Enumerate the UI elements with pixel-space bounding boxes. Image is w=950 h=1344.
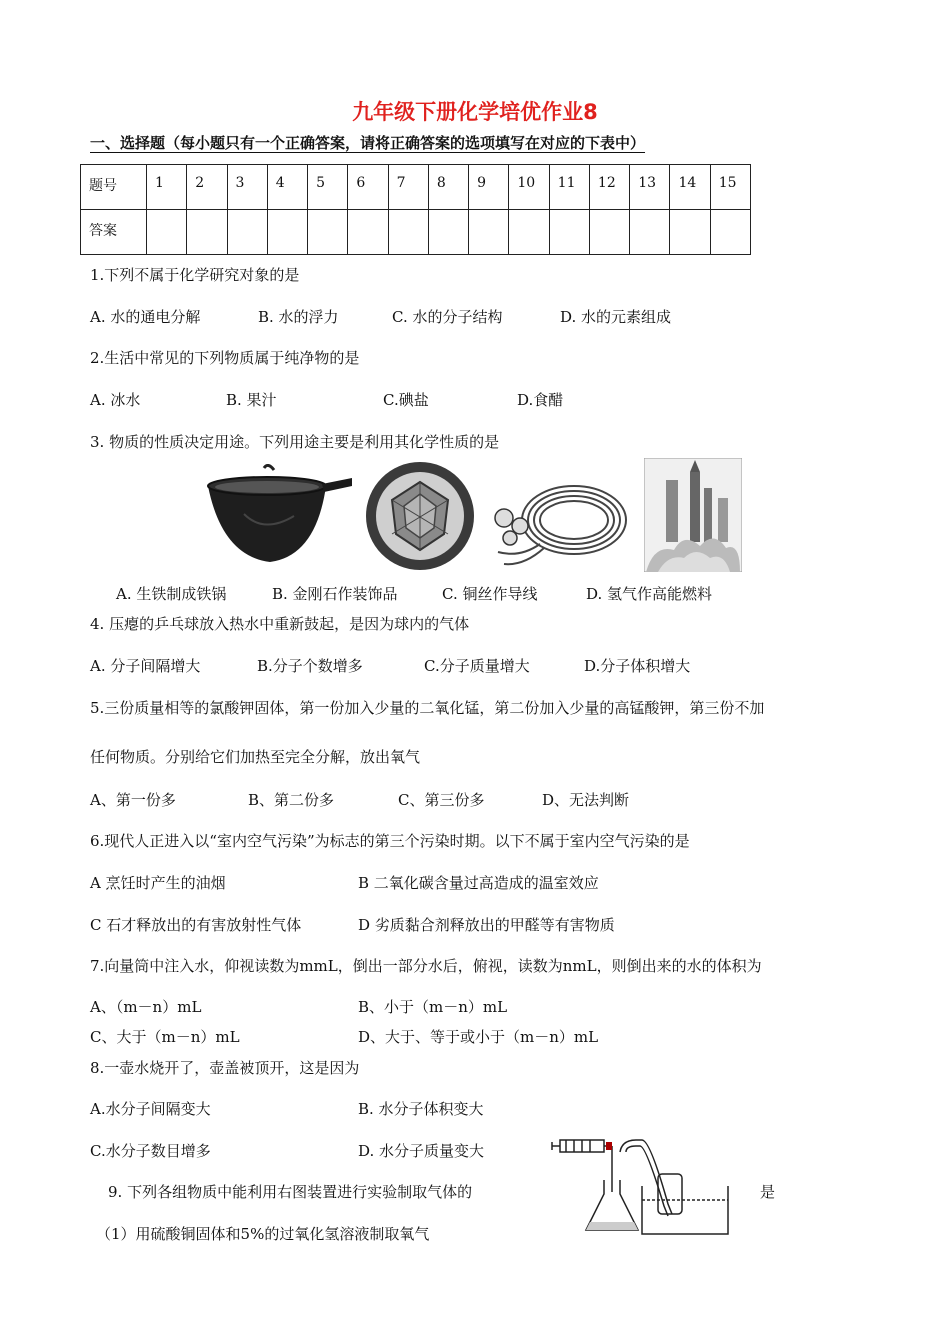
- answer-cell[interactable]: [549, 210, 589, 255]
- q5-option-c: C、第三份多: [398, 791, 485, 809]
- question-1-stem: 1.下列不属于化学研究对象的是: [90, 266, 300, 284]
- q6-option-b: B 二氧化碳含量过高造成的温室效应: [358, 874, 599, 892]
- answer-cell[interactable]: [187, 210, 227, 255]
- q1-option-d: D. 水的元素组成: [560, 308, 672, 326]
- q1-option-c: C. 水的分子结构: [392, 308, 503, 326]
- number-cell: 15: [710, 165, 750, 210]
- answer-cell[interactable]: [388, 210, 428, 255]
- diamond-image: [364, 460, 476, 572]
- question-6-stem: 6.现代人正进入以“室内空气污染”为标志的第三个污染时期。以下不属于室内空气污染的是: [90, 832, 690, 850]
- answer-cell[interactable]: [348, 210, 388, 255]
- answer-cell[interactable]: [509, 210, 549, 255]
- question-9-stem: 9. 下列各组物质中能利用右图装置进行实验制取气体的: [108, 1183, 473, 1201]
- q1-option-b: B. 水的浮力: [258, 308, 339, 326]
- question-4-stem: 4. 压瘪的乒乓球放入热水中重新鼓起，是因为球内的气体: [90, 615, 470, 633]
- q8-option-b: B. 水分子体积变大: [358, 1100, 484, 1118]
- number-cell: 6: [348, 165, 388, 210]
- table-header-cell: 答案: [81, 210, 147, 255]
- answer-cell[interactable]: [227, 210, 267, 255]
- number-cell: 11: [549, 165, 589, 210]
- q9-item-1: （1）用硫酸铜固体和5%的过氧化氢溶液制取氧气: [96, 1225, 430, 1243]
- answer-cell[interactable]: [589, 210, 629, 255]
- answer-table: [80, 164, 751, 255]
- q2-option-a: A. 冰水: [90, 391, 141, 409]
- q4-option-d: D.分子体积增大: [584, 657, 691, 675]
- q3-option-d: D. 氢气作高能燃料: [586, 585, 713, 603]
- q3-option-a: A. 生铁制成铁锅: [116, 585, 227, 603]
- question-7-stem: 7.向量筒中注入水，仰视读数为mmL，倒出一部分水后，俯视，读数为nmL，则倒出来的水的体积为: [90, 957, 762, 975]
- number-cell: 12: [589, 165, 629, 210]
- q2-option-d: D.食醋: [517, 391, 564, 409]
- q1-option-a: A. 水的通电分解: [90, 308, 201, 326]
- number-cell: 8: [428, 165, 468, 210]
- q5-option-a: A、第一份多: [90, 791, 176, 809]
- number-cell: 9: [469, 165, 509, 210]
- question-2-stem: 2.生活中常见的下列物质属于纯净物的是: [90, 349, 360, 367]
- number-cell: 14: [670, 165, 710, 210]
- question-5-stem-line2: 任何物质。分别给它们加热至完全分解，放出氧气: [90, 748, 421, 766]
- q7-option-b: B、小于（m－n）mL: [358, 998, 508, 1016]
- number-cell: 5: [308, 165, 348, 210]
- table-row: [81, 165, 751, 210]
- q4-option-b: B.分子个数增多: [257, 657, 363, 675]
- q8-option-d: D. 水分子质量变大: [358, 1142, 485, 1160]
- number-cell: 1: [147, 165, 187, 210]
- page-title: 九年级下册化学培优作业8: [352, 100, 598, 124]
- table-row: [81, 210, 751, 255]
- number-cell: 13: [630, 165, 670, 210]
- gas-apparatus-diagram: [550, 1130, 740, 1242]
- question-5-stem-line1: 5.三份质量相等的氯酸钾固体，第一份加入少量的二氧化锰，第二份加入少量的高锰酸钾，第三份不加: [90, 699, 765, 717]
- q6-option-a: A 烹饪时产生的油烟: [90, 874, 226, 892]
- q7-option-d: D、大于、等于或小于（m－n）mL: [358, 1028, 599, 1046]
- question-9-stem-tail: 是: [760, 1183, 776, 1201]
- table-header-cell: 题号: [81, 165, 147, 210]
- section-heading: 一、选择题（每小题只有一个正确答案，请将正确答案的选项填写在对应的下表中）: [90, 134, 646, 152]
- q2-option-b: B. 果汁: [226, 391, 277, 409]
- q5-option-b: B、第二份多: [248, 791, 335, 809]
- q6-option-c: C 石才释放出的有害放射性气体: [90, 916, 302, 934]
- number-cell: 7: [388, 165, 428, 210]
- q3-option-c: C. 铜丝作导线: [442, 585, 538, 603]
- answer-cell[interactable]: [710, 210, 750, 255]
- answer-cell[interactable]: [147, 210, 187, 255]
- answer-cell[interactable]: [630, 210, 670, 255]
- question-8-stem: 8.一壶水烧开了，壶盖被顶开，这是因为: [90, 1059, 360, 1077]
- q7-option-c: C、大于（m－n）mL: [90, 1028, 240, 1046]
- q6-option-d: D 劣质黏合剂释放出的甲醛等有害物质: [358, 916, 615, 934]
- number-cell: 10: [509, 165, 549, 210]
- q5-option-d: D、无法判断: [542, 791, 630, 809]
- q8-option-a: A.水分子间隔变大: [90, 1100, 211, 1118]
- rocket-launch-image: [644, 458, 742, 572]
- answer-cell[interactable]: [267, 210, 307, 255]
- number-cell: 3: [227, 165, 267, 210]
- q4-option-a: A. 分子间隔增大: [90, 657, 201, 675]
- answer-cell[interactable]: [670, 210, 710, 255]
- answer-cell[interactable]: [469, 210, 509, 255]
- answer-cell[interactable]: [428, 210, 468, 255]
- copper-wire-image: [490, 474, 632, 570]
- answer-cell[interactable]: [308, 210, 348, 255]
- q4-option-c: C.分子质量增大: [424, 657, 530, 675]
- number-cell: 2: [187, 165, 227, 210]
- q3-option-b: B. 金刚石作装饰品: [272, 585, 398, 603]
- iron-wok-image: [204, 464, 354, 572]
- question-3-stem: 3. 物质的性质决定用途。下列用途主要是利用其化学性质的是: [90, 433, 500, 451]
- q7-option-a: A、（m－n）mL: [90, 998, 202, 1016]
- number-cell: 4: [267, 165, 307, 210]
- q8-option-c: C.水分子数目增多: [90, 1142, 211, 1160]
- q2-option-c: C.碘盐: [383, 391, 429, 409]
